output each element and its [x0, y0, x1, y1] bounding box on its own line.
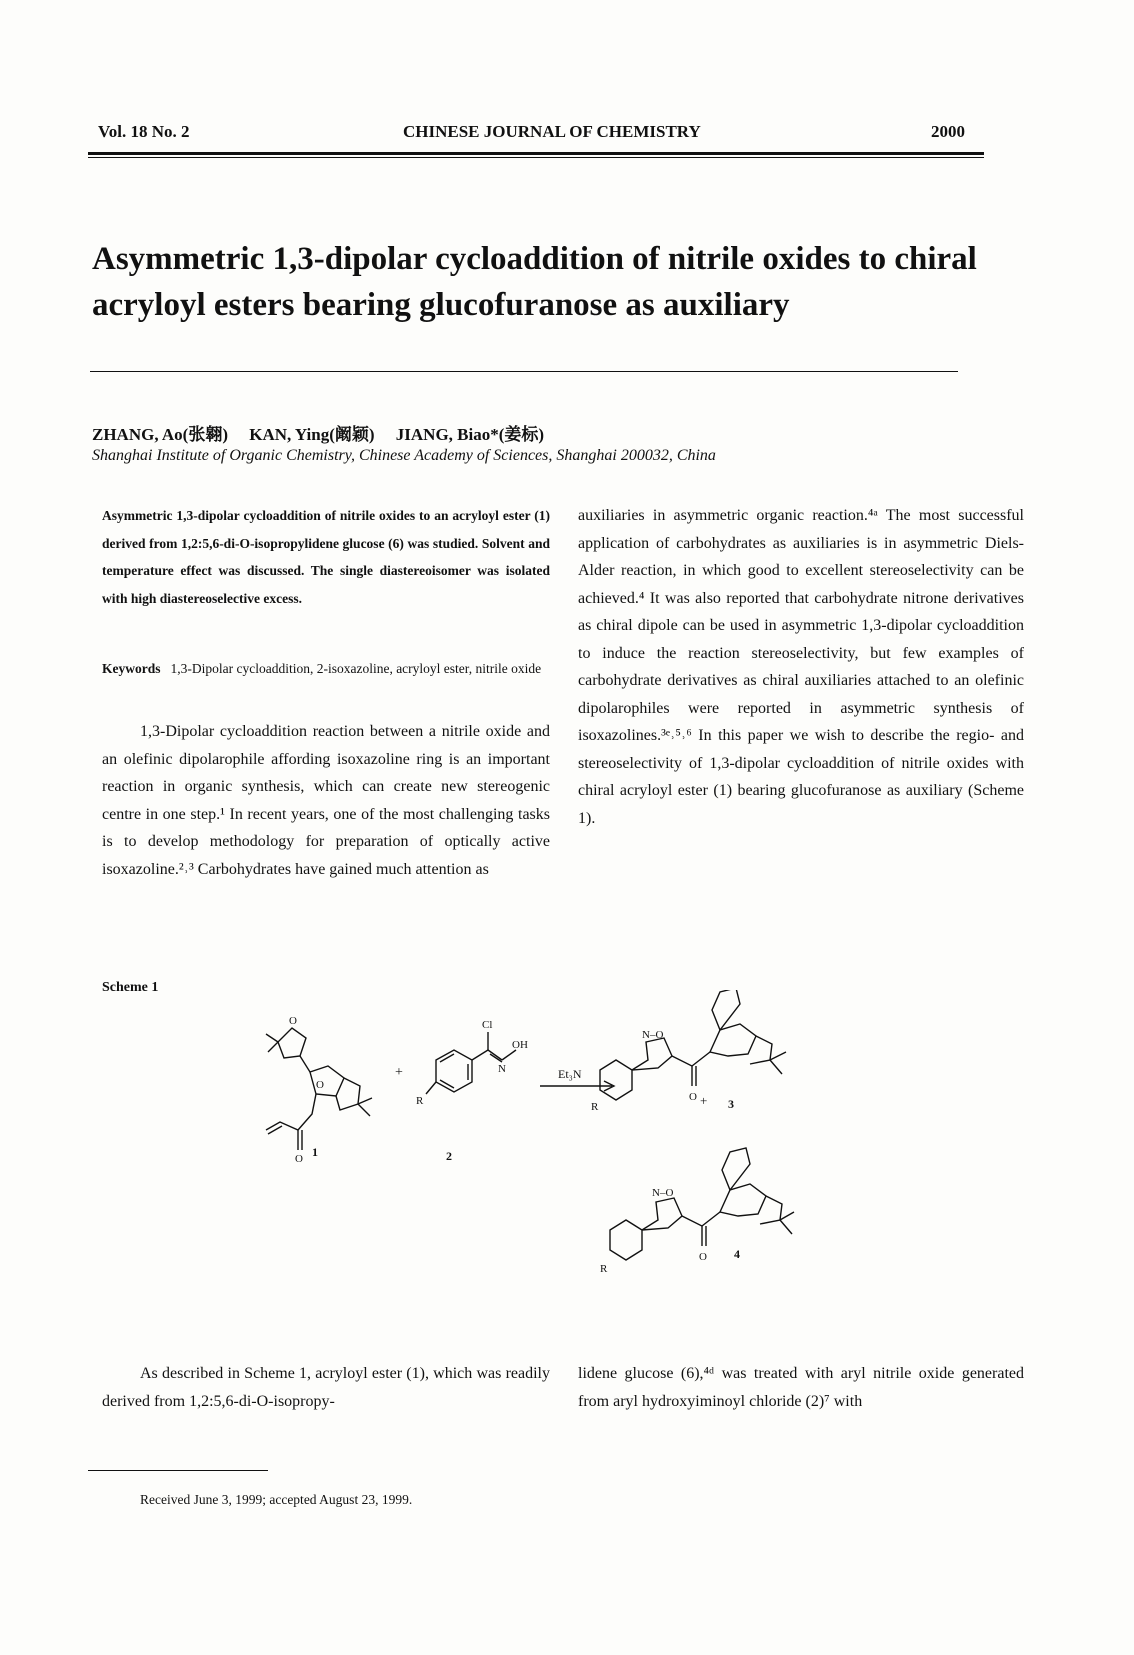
c3-dioxolane-right	[750, 1036, 772, 1064]
c1-dioxolane-2	[336, 1078, 360, 1110]
author-list: ZHANG, Ao(张翱) KAN, Ying(阚颖) JIANG, Biao*(姜标)	[92, 425, 545, 444]
affiliation: Shanghai Institute of Organic Chemistry, Chinese Academy of Sciences, Shanghai 200032, China	[92, 447, 716, 464]
c1-gem-dimethyl	[266, 1034, 278, 1052]
body-left-column: As described in Scheme 1, acryloyl ester (1), which was readily derived from 1,2:5,6-di-O-isopropy-	[102, 1365, 550, 1410]
header-rule-thin	[88, 157, 984, 158]
c3-dioxolane-top	[712, 990, 740, 1030]
c4-benzene-ring	[610, 1220, 642, 1260]
reagent-label: Et₃N	[558, 1067, 582, 1081]
abstract: Asymmetric 1,3-dipolar cycloaddition of nitrile oxides to an acryloyl ester (1) derived from 1,2:5,6-di-O-isopropylidene glucose (6) was studied. Solvent and temperature effect was discussed. The single diastereoisomer was isolated with high diastereoselective excess.	[102, 508, 550, 606]
c4-ester	[682, 1216, 706, 1246]
c2-bond-r	[426, 1082, 436, 1094]
c1-dioxolane-ring	[278, 1028, 306, 1058]
c1-acrylate-chain	[266, 1094, 316, 1130]
c2-benzene-ring	[436, 1050, 472, 1092]
c4-furanose	[720, 1184, 766, 1216]
article-title: Asymmetric 1,3-dipolar cycloaddition of nitrile oxides to chiral acryloyl esters bearing glucofuranose as auxiliary	[92, 241, 977, 323]
plus-sign-2: +	[700, 1093, 708, 1108]
c2-cn-double	[488, 1050, 502, 1062]
intro-right-column: auxiliaries in asymmetric organic reaction.⁴ᵃ The most successful application of carbohydrates as auxiliaries is in asymmetric Diels-Alder reaction, in which good to excellent stereoselectivity can be achieved.⁴ It was also reported that carbohydrate nitrone derivatives as chiral dipole can be used in asymmetric 1,3-dipolar cycloaddition to induce the reaction stereoselectivity, but few examples of carbohydrate derivatives as chiral auxiliaries attached to an olefinic dipolarophiles were reported in asymmetric synthesis of isoxazolines.³ᵉ˒⁵˒⁶ In this paper we wish to describe the regio- and stereoselectivity of 1,3-dipolar cycloaddition of nitrile oxides with chiral acryloyl ester (1) bearing glucofuranose as auxiliary (Scheme 1).	[578, 507, 1024, 827]
compound-4-label: 4	[734, 1247, 740, 1261]
c4-ester-o	[702, 1212, 720, 1226]
c1-carbonyl	[298, 1130, 302, 1150]
c4-gem-dimethyl	[780, 1212, 794, 1234]
c4-atom-o: O	[699, 1251, 707, 1263]
header-journal: CHINESE JOURNAL OF CHEMISTRY	[403, 122, 701, 141]
c1-atom-o2: O	[316, 1079, 324, 1091]
body-right-column: lidene glucose (6),⁴ᵈ was treated with aryl nitrile oxide generated from aryl hydroxyiminoyl chloride (2)⁷ with	[578, 1365, 1024, 1410]
c3-atom-o: O	[689, 1091, 697, 1103]
c3-atom-r: R	[591, 1101, 599, 1113]
keywords-text: 1,3-Dipolar cycloaddition, 2-isoxazoline, acryloyl ester, nitrile oxide	[170, 661, 542, 676]
c4-isoxazoline-ring	[642, 1198, 682, 1230]
title-rule	[90, 371, 958, 372]
plus-sign-1: +	[395, 1065, 403, 1080]
c3-benzene-ring	[600, 1060, 632, 1100]
c3-furanose	[710, 1024, 756, 1056]
c3-gem-dimethyl	[770, 1052, 786, 1074]
reaction-scheme	[240, 990, 800, 1320]
keywords-label: Keywords	[102, 661, 161, 676]
compound-2-label: 2	[446, 1149, 452, 1163]
c2-atom-oh: OH	[512, 1039, 528, 1051]
header-volume: Vol. 18 No. 2	[98, 122, 190, 141]
intro-left-column: 1,3-Dipolar cycloaddition reaction between a nitrile oxide and an olefinic dipolarophile affording isoxazoline ring is an important reaction in organic synthesis, which can create new stereogenic centre in one step.¹ In recent years, one of the most challenging tasks is to develop methodology for preparation of optically active isoxazoline.²˒³ Carbohydrates have gained much attention as	[102, 723, 550, 878]
header-year: 2000	[931, 122, 965, 141]
c3-ester	[672, 1056, 696, 1086]
c1-atom-o: O	[289, 1015, 297, 1027]
c3-ester-o	[692, 1052, 710, 1066]
c2-atom-n: N	[498, 1063, 506, 1075]
c4-dioxolane-right	[760, 1196, 782, 1224]
scheme-label: Scheme 1	[102, 980, 159, 995]
c1-link	[300, 1056, 310, 1072]
c3-atom-no: N–O	[642, 1029, 664, 1041]
footnote-rule	[88, 1470, 268, 1471]
compound-3-label: 3	[728, 1097, 734, 1111]
c2-atom-r: R	[416, 1095, 424, 1107]
header-rule-thick	[88, 152, 984, 155]
c2-benzene-inner	[440, 1054, 468, 1088]
c4-dioxolane-top	[722, 1148, 750, 1190]
compound-1-label: 1	[312, 1145, 318, 1159]
c2-atom-cl: Cl	[482, 1019, 493, 1031]
keywords	[102, 656, 550, 682]
c1-atom-o3: O	[295, 1153, 303, 1165]
c1-gem-dimethyl-2	[358, 1098, 372, 1116]
c2-bond-oh	[502, 1050, 516, 1060]
c3-isoxazoline-ring	[632, 1038, 672, 1070]
received-footnote: Received June 3, 1999; accepted August 23, 1999.	[140, 1492, 413, 1507]
c4-atom-r: R	[600, 1263, 608, 1275]
c2-bond-c	[472, 1050, 488, 1060]
c4-atom-no: N–O	[652, 1187, 674, 1199]
